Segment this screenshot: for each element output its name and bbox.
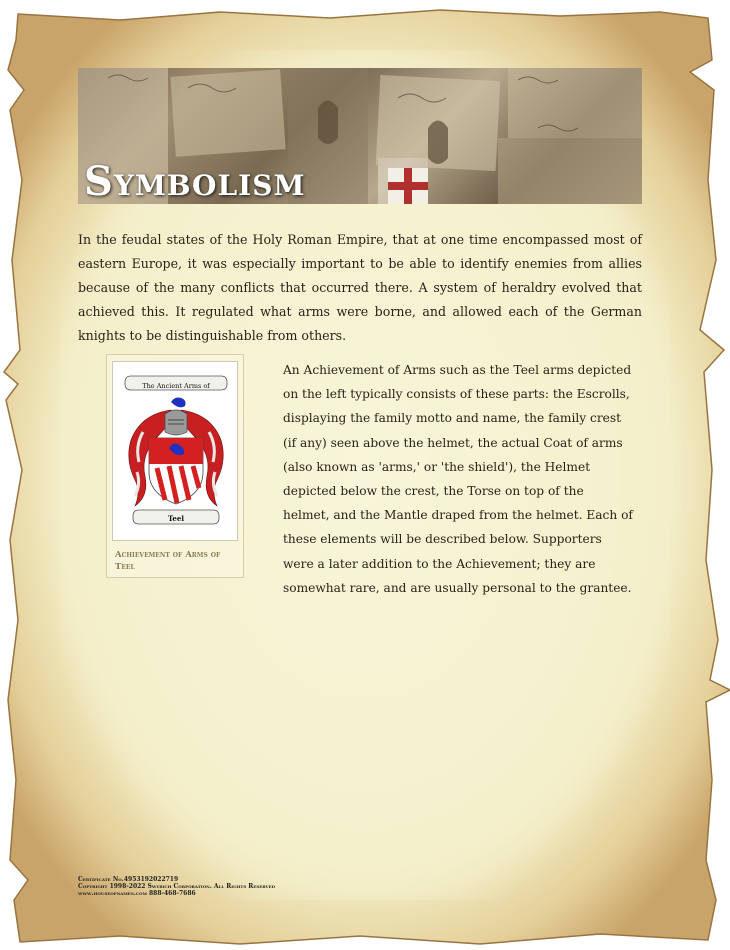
figure-caption: Achievement of Arms of Teel xyxy=(115,550,221,572)
scroll-top-text: The Ancient Arms of xyxy=(142,382,210,390)
website-contact: www.houseofnames.com 888-468-7686 xyxy=(78,890,196,897)
header-banner xyxy=(78,68,642,204)
scroll-bottom-text: Teel xyxy=(168,514,184,523)
coat-of-arms-card xyxy=(112,361,238,541)
intro-paragraph: In the feudal states of the Holy Roman Empire, that at one time encompassed most of eastern Europe, it was especially important to be able to identify enemies from allies because of the many conflicts that occurred there. A system of heraldry evolved that achieved this. It regulated what arms were borne, and allowed each of the German knights to be distinguishable from others. xyxy=(78,232,642,343)
copyright-notice: Copyright 1998-2022 Swyrich Corporation. All Rights Reserved xyxy=(78,883,276,890)
certificate-number: Certificate No.4953192022719 xyxy=(78,876,179,883)
coat-of-arms-figure xyxy=(106,354,244,578)
page-title: Symbolism xyxy=(84,158,306,204)
footer xyxy=(78,876,438,897)
achievement-paragraph: An Achievement of Arms such as the Teel arms depicted on the left typically consists of these parts: the Escrolls, displaying the family motto and name, the family crest (if any) seen above the helmet, the actual Coat of arms (also known as 'arms,' or 'the shield'), the Helmet depicted below the crest, the Torse on top of the helmet, and the Mantle draped from the helmet. Each of these elements will be described below. Supporters were a later addition to the Achievement; they are somewhat rare, and are usually personal to the grantee. xyxy=(283,363,633,595)
